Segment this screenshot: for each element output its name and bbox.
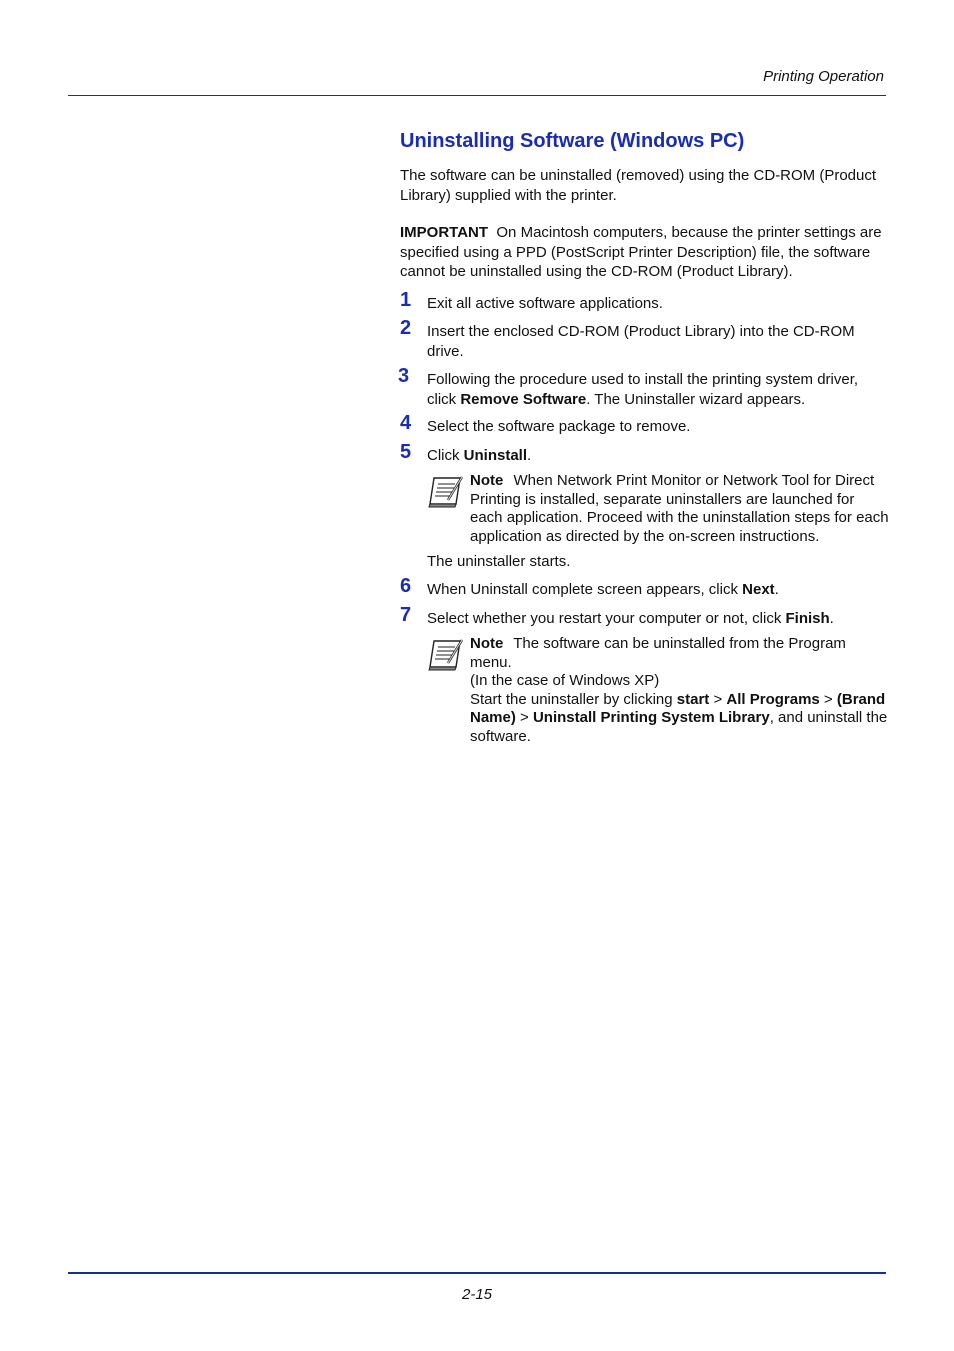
step-text-post: . The Uninstaller wizard appears. (586, 391, 806, 408)
step-number: 4 (400, 412, 412, 434)
step-text-pre: Select whether you restart your computer or not, click (427, 610, 786, 627)
next-label: Next (742, 581, 775, 598)
note-line-3 (470, 691, 890, 747)
important-paragraph (400, 223, 886, 282)
start-menu-label: start (676, 690, 710, 708)
step-text-pre: When Uninstall complete screen appears, click (427, 581, 743, 598)
step-text-post: . (527, 447, 532, 464)
note-line-1 (470, 635, 890, 672)
step-text-post: . (829, 610, 834, 627)
menu-separator: > (709, 690, 727, 708)
menu-separator: > (819, 690, 837, 708)
note-body (470, 635, 890, 746)
notepad-pencil-icon (426, 474, 466, 508)
step-number: 1 (400, 289, 412, 311)
running-header-title: Printing Operation (763, 68, 884, 85)
remove-software-label: Remove Software (460, 391, 587, 408)
all-programs-label: All Programs (726, 690, 820, 708)
page-number: 2-15 (461, 1286, 493, 1303)
note-label: Note (470, 472, 504, 489)
uninstall-library-label: Uninstall Printing System Library (532, 709, 770, 726)
step-text-pre: Following the procedure used to install the printing system driver, click (427, 371, 859, 408)
step-number: 5 (400, 441, 412, 463)
uninstaller-starts-text: The uninstaller starts. (427, 553, 571, 570)
step-number: 6 (400, 575, 412, 597)
uninstall-label: Uninstall (463, 447, 528, 464)
step-text-pre: Click (427, 447, 464, 464)
footer-rule (68, 1272, 886, 1274)
step-text (427, 370, 887, 410)
step-number: 2 (400, 317, 412, 339)
step-text: Select the software package to remove. (427, 418, 691, 435)
note-text: The software can be uninstalled from the Program menu. (470, 635, 846, 671)
important-text: On Macintosh computers, because the printer settings are specified using a PPD (PostScript Printer Description) file, the software cannot be uninstalled using the CD-ROM (Product Library). (400, 224, 882, 280)
note-text: When Network Print Monitor or Network Tool for Direct Printing is installed, separate uninstallers are launched for each application. Proceed with the uninstallation steps for each application as directed by the on-screen instructions. (470, 472, 889, 545)
notepad-pencil-icon (426, 637, 466, 671)
menu-separator: > (515, 709, 533, 726)
brand-name-label: (Brand Name) (470, 690, 886, 726)
step-number: 3 (398, 365, 410, 387)
note-text-post: , and uninstall the software. (470, 709, 888, 745)
step-text: Exit all active software applications. (427, 295, 663, 312)
finish-label: Finish (785, 610, 830, 627)
note-text-pre: Start the uninstaller by clicking (470, 690, 677, 708)
section-title: Uninstalling Software (Windows PC) (400, 130, 745, 152)
important-label: IMPORTANT (400, 224, 489, 241)
note-label: Note (470, 635, 504, 652)
intro-paragraph: The software can be uninstalled (removed) using the CD-ROM (Product Library) supplied with the printer. (400, 167, 877, 204)
step-text-post: . (774, 581, 779, 598)
step-text (427, 609, 887, 629)
note-body (470, 472, 890, 546)
step-text: Insert the enclosed CD-ROM (Product Library) into the CD-ROM drive. (427, 323, 855, 360)
note-line-2: (In the case of Windows XP) (470, 672, 660, 689)
step-number: 7 (400, 604, 412, 626)
step-text (427, 580, 887, 600)
header-rule (68, 95, 886, 96)
step-text (427, 446, 887, 466)
